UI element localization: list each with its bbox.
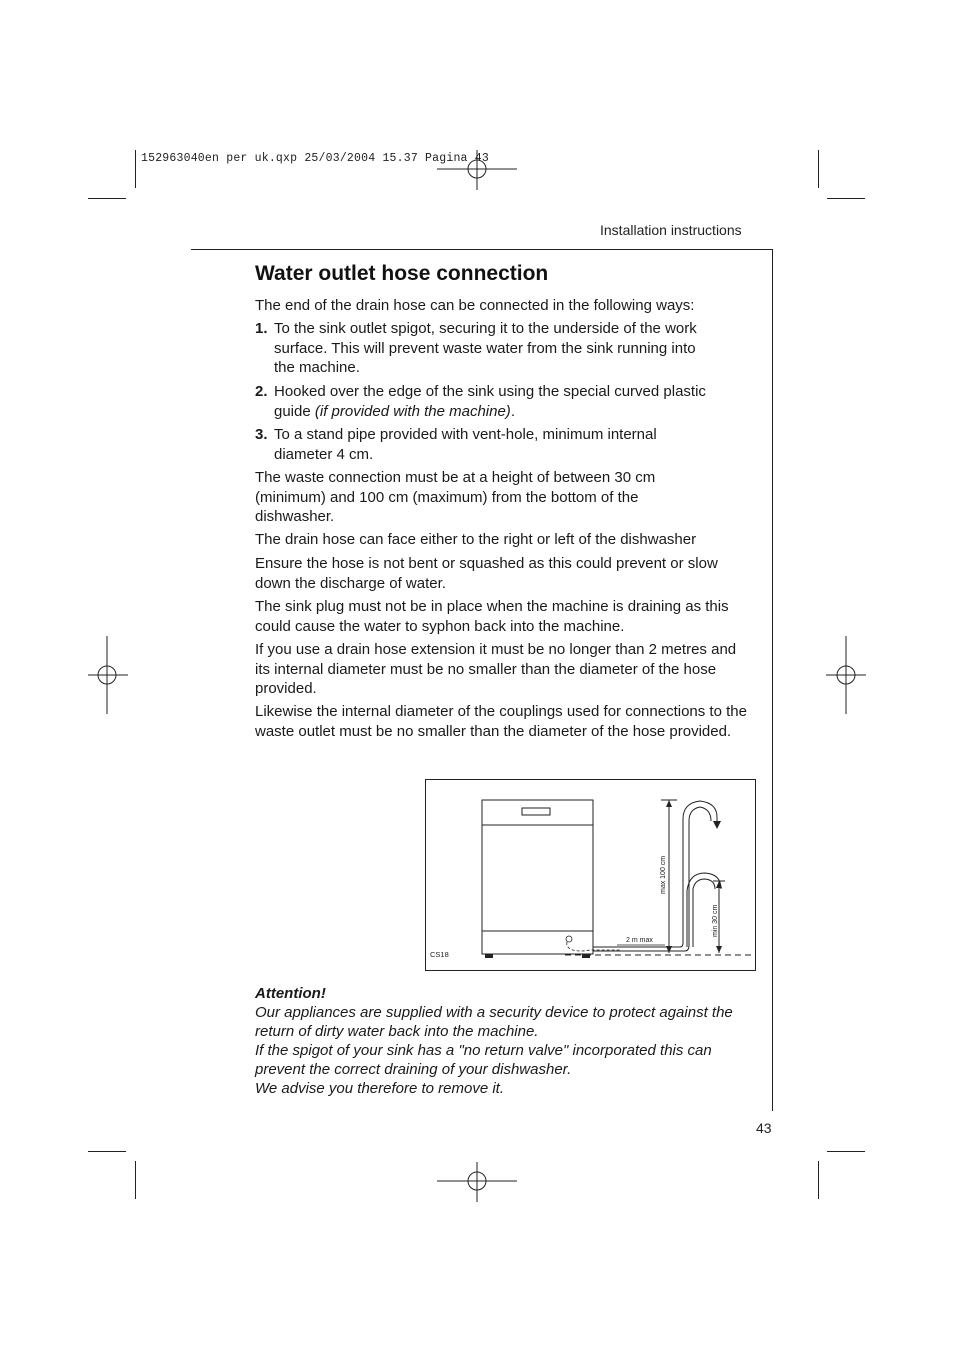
crop-mark [135,150,136,188]
running-head: Installation instructions [600,222,742,238]
list-text: To a stand pipe provided with vent-hole, minimum internal diameter 4 cm. [274,426,657,463]
margin-rule [772,249,773,1111]
registration-mark [826,636,866,714]
list-text [255,382,715,421]
paragraph-direction: The drain hose can face either to the right or left of the dishwasher [255,531,697,548]
crop-mark [818,1161,819,1199]
paragraph-couplings: Likewise the internal diameter of the couplings used for connections to the waste outlet must be no smaller than the diameter of the hose provided. [255,703,747,740]
attention-heading: Attention! [255,985,326,1002]
attention-line: Our appliances are supplied with a security device to protect against the return of dirty water back into the machine. [255,1004,733,1040]
registration-mark [437,1162,517,1202]
figure-code: CS18 [430,950,449,959]
crop-mark [827,198,865,199]
paragraph-extension: If you use a drain hose extension it must be no longer than 2 metres and its internal diameter must be no smaller than the diameter of the hose provided. [255,641,737,697]
figure-frame [426,780,756,971]
paragraph-height: The waste connection must be at a height of between 30 cm (minimum) and 100 cm (maximum) from the bottom of the dishwasher. [255,469,656,525]
crop-mark [135,1161,136,1199]
list-number: 1. [255,320,268,337]
list-text-tail: . [510,402,515,420]
crop-mark [818,150,819,188]
intro-paragraph: The end of the drain hose can be connected in the following ways: [255,297,695,314]
foot [485,954,493,958]
label-max: max 100 cm [660,855,667,894]
page-number: 43 [756,1120,772,1136]
list-number: 3. [255,426,268,443]
crop-mark [88,1151,126,1152]
label-min: min 30 cm [712,904,719,937]
label-length: 2 m max [626,937,653,944]
installation-diagram [425,779,756,971]
list-item [255,425,715,464]
attention-note [255,984,765,1098]
list-item [255,319,715,378]
print-slug: 152963040en per uk.qxp 25/03/2004 15.37 Pagina 43 [141,152,489,165]
paragraph-bending: Ensure the hose is not bent or squashed as this could prevent or slow down the discharge of water. [255,555,718,592]
crop-mark [827,1151,865,1152]
list-text-main: Hooked over the edge of the sink using the special curved plastic guide [274,383,706,420]
list-number: 2. [255,383,268,400]
attention-line: We advise you therefore to remove it. [255,1080,505,1097]
list-text-italic: (if provided with the machine) [314,402,511,420]
crop-mark [88,198,126,199]
page-title: Water outlet hose connection [255,262,549,285]
paragraph-sink-plug: The sink plug must not be in place when the machine is draining as this could cause the water to syphon back into the machine. [255,598,729,635]
header-rule [191,249,773,250]
list-item [255,382,715,421]
attention-line: If the spigot of your sink has a "no return valve" incorporated this can prevent the correct draining of your dishwasher. [255,1042,712,1078]
list-text: To the sink outlet spigot, securing it to the underside of the work surface. This will prevent waste water from the sink running into the machine. [274,320,697,376]
registration-mark [88,636,128,714]
